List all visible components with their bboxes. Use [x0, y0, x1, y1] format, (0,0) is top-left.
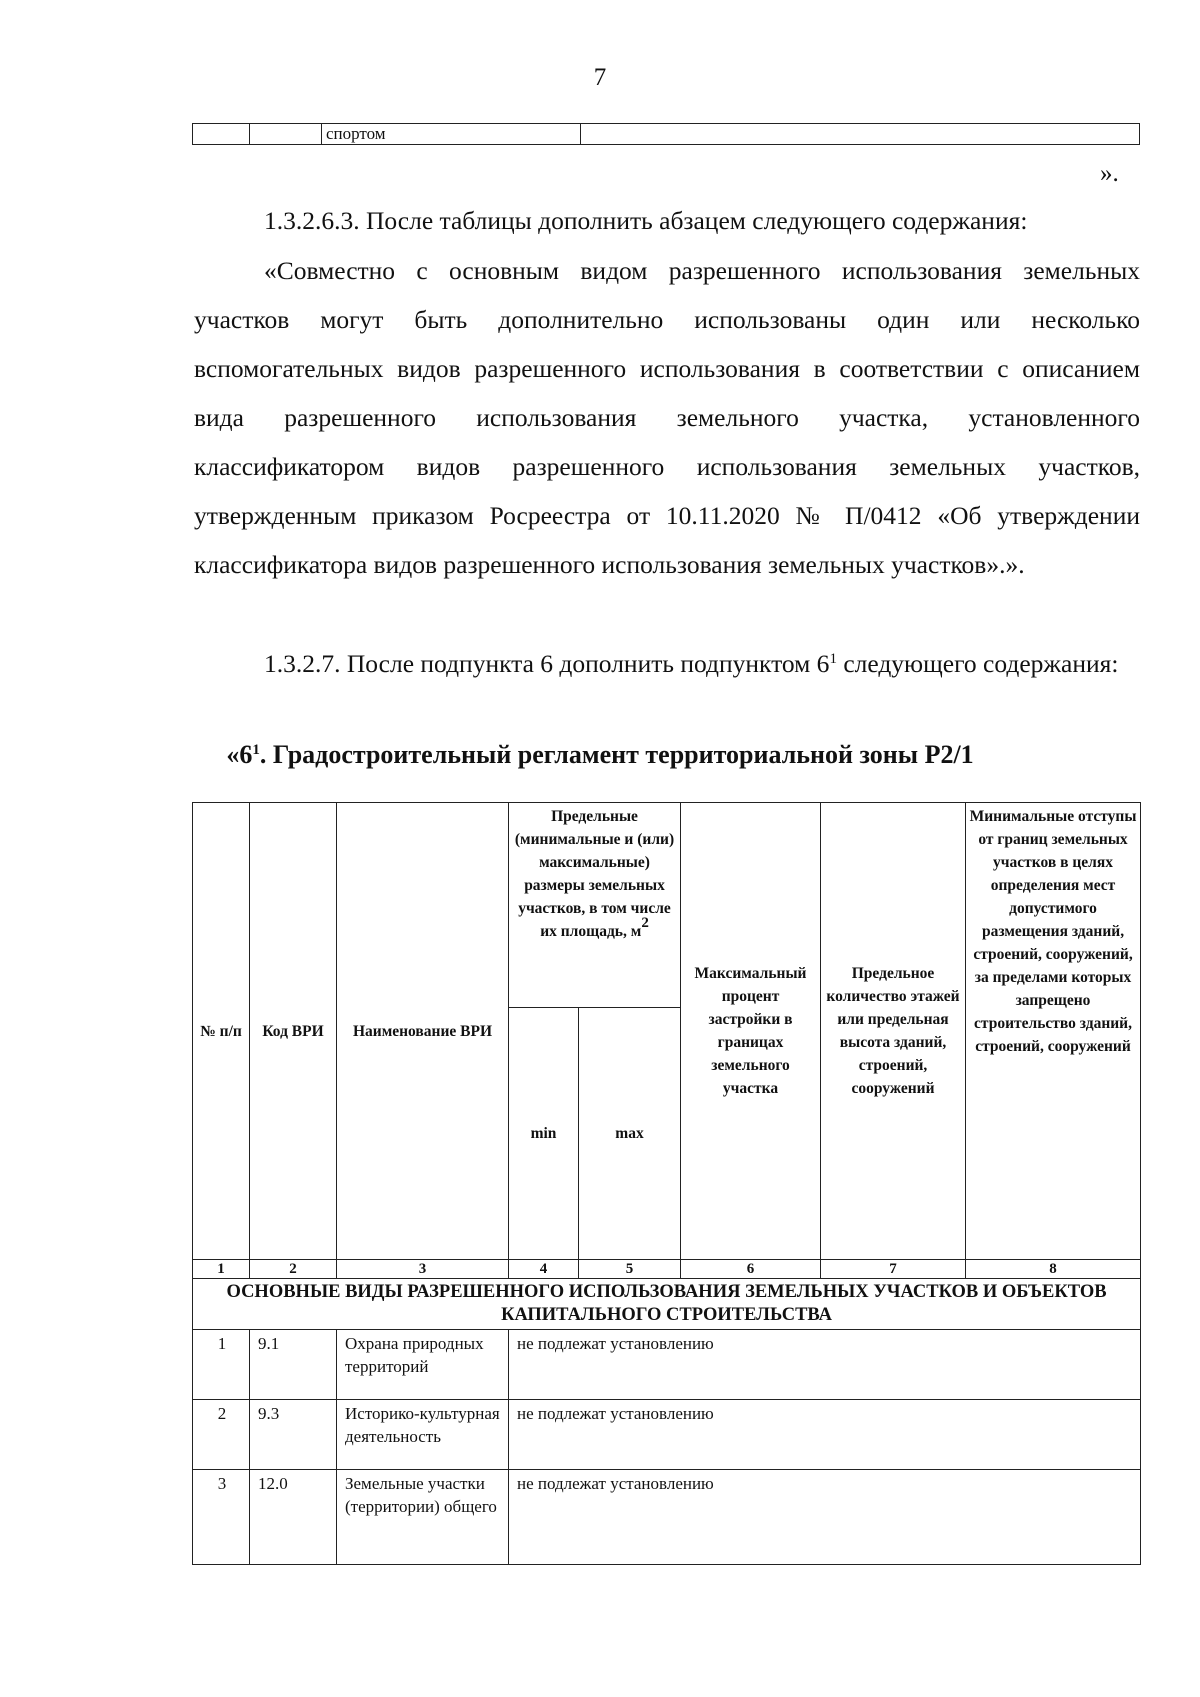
row-num: 1 — [193, 1330, 250, 1400]
paragraph-1: 1.3.2.6.3. После таблицы дополнить абзацем следующего содержания: — [264, 206, 1028, 235]
paragraph-3 — [194, 639, 1140, 688]
table-row — [193, 1470, 1141, 1565]
row-num: 2 — [193, 1400, 250, 1470]
row-name: Земельные участки (территории) общего — [337, 1470, 509, 1565]
table-cell — [581, 124, 1140, 145]
row-name: Историко-культурная деятельность — [337, 1400, 509, 1470]
column-number: 4 — [509, 1260, 579, 1279]
header-floors: Предельное количество этажей или предельная высота зданий, строений, сооружений — [821, 803, 966, 1260]
row-value: не подлежат установлению — [509, 1400, 1141, 1470]
section-title-text: . Градостроительный регламент территориальной зоны Р2/1 — [259, 740, 974, 769]
superscript: 2 — [641, 915, 649, 931]
header-size-group — [509, 803, 681, 1008]
paragraph-2: «Совместно с основным видом разрешенного использования земельных участков могут быть дополнительно использованы один или несколько вспомогательных видов разрешенного использования в соответствии с описанием вида разрешенного использования земельного участка, установленного классификатором видов разрешенного использования земельных участков, утвержденным приказом Росреестра от 10.11.2020 № П/0412 «Об утверждении классификатора видов разрешенного использования земельных участков».». — [194, 256, 1140, 579]
row-code: 12.0 — [250, 1470, 337, 1565]
header-setbacks: Минимальные отступы от границ земельных участков в целях определения мест допустимого размещения зданий, строений, сооружений, за пределами которых запрещено строительство зданий, строений, сооружений — [966, 803, 1141, 1260]
table-cell-sport: спортом — [322, 124, 581, 145]
closing-quote: ». — [1100, 160, 1119, 187]
table-cell — [250, 124, 322, 145]
superscript: 1 — [829, 651, 837, 667]
header-num: № п/п — [193, 803, 250, 1260]
row-num: 3 — [193, 1470, 250, 1565]
header-size-group-text: Предельные (минимальные и (или) максимальные) размеры земельных участков, в том числе их площадь, м — [514, 808, 675, 940]
column-number: 6 — [681, 1260, 821, 1279]
column-number: 8 — [966, 1260, 1141, 1279]
section-title-prefix: «6 — [226, 740, 253, 769]
group-heading: ОСНОВНЫЕ ВИДЫ РАЗРЕШЕННОГО ИСПОЛЬЗОВАНИЯ ЗЕМЕЛЬНЫХ УЧАСТКОВ И ОБЪЕКТОВ КАПИТАЛЬНОГО СТРОИТЕЛЬСТВА — [193, 1279, 1141, 1330]
column-number: 3 — [337, 1260, 509, 1279]
column-number-row — [193, 1260, 1141, 1279]
table-row — [193, 1330, 1141, 1400]
column-number: 2 — [250, 1260, 337, 1279]
row-name: Охрана природных территорий — [337, 1330, 509, 1400]
continued-table — [192, 123, 1140, 145]
table-cell — [193, 124, 250, 145]
column-number: 7 — [821, 1260, 966, 1279]
row-code: 9.3 — [250, 1400, 337, 1470]
header-percent: Максимальный процент застройки в границах земельного участка — [681, 803, 821, 1260]
header-code: Код ВРИ — [250, 803, 337, 1260]
section-title — [0, 740, 1200, 770]
table-row — [193, 1400, 1141, 1470]
column-number: 5 — [579, 1260, 681, 1279]
page-number: 7 — [593, 64, 607, 91]
regulation-table — [192, 802, 1141, 1565]
paragraph-3-text: 1.3.2.7. После подпункта 6 дополнить подпунктом 6 — [264, 649, 830, 678]
header-min: min — [509, 1008, 579, 1260]
row-value: не подлежат установлению — [509, 1330, 1141, 1400]
header-row — [193, 803, 1141, 1008]
group-heading-row — [193, 1279, 1141, 1330]
table-row — [193, 124, 1140, 145]
row-value: не подлежат установлению — [509, 1470, 1141, 1565]
column-number: 1 — [193, 1260, 250, 1279]
superscript: 1 — [252, 742, 260, 758]
header-max: max — [579, 1008, 681, 1260]
header-name: Наименование ВРИ — [337, 803, 509, 1260]
row-code: 9.1 — [250, 1330, 337, 1400]
paragraph-3-text-end: следующего содержания: — [836, 649, 1119, 678]
